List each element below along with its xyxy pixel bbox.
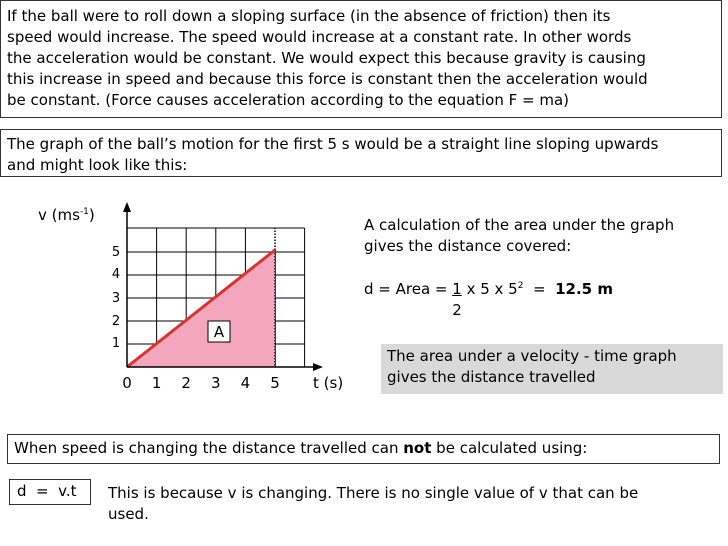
graph-intro-line: and might look like this:: [7, 156, 188, 174]
y-tick-label: 3: [111, 291, 121, 306]
area-result: 12.5 m: [555, 280, 613, 298]
velocity-time-graph: [0, 190, 380, 405]
x-tick-label: 4: [240, 374, 251, 392]
summary-line: gives the distance travelled: [387, 368, 596, 386]
series: [127, 250, 275, 367]
x-axis-label: t (s): [313, 374, 344, 392]
x-tick-label: 3: [211, 374, 221, 392]
calculation-text: [364, 215, 714, 257]
x-tick-label: 1: [151, 374, 162, 392]
intro-line: the acceleration would be constant. We would expect this because gravity is causing: [7, 49, 646, 67]
intro-line: be constant. (Force causes acceleration according to the equation F = ma): [7, 91, 570, 109]
summary-box: [381, 344, 723, 394]
changing-text-before: When speed is changing the distance travelled can: [14, 439, 404, 457]
y-tick-label: 2: [111, 314, 121, 329]
changing-speed-statement: [7, 434, 720, 464]
area-formula: [364, 279, 613, 321]
x-tick-label: 0: [122, 374, 132, 392]
summary-line: The area under a velocity - time graph: [387, 347, 677, 365]
formula-equals: =: [523, 280, 556, 298]
formula-middle: x 5 x 5: [461, 280, 518, 298]
graph-intro-paragraph: [0, 129, 722, 177]
graph-intro-line: The graph of the ball’s motion for the first 5 s would be a straight line sloping upwards: [7, 135, 659, 153]
calculation-line: gives the distance covered:: [364, 237, 572, 255]
reason-text: [108, 483, 718, 525]
fraction-denominator: 2: [452, 301, 462, 319]
region-label: A: [213, 323, 225, 341]
y-tick-label: 4: [111, 267, 121, 282]
fraction-numerator: 1: [452, 280, 462, 298]
intro-line: this increase in speed and because this force is constant then the acceleration would: [7, 70, 648, 88]
y-axis-arrow: [123, 202, 131, 212]
reason-line: used.: [108, 505, 149, 523]
distance-formula-box: [9, 479, 91, 505]
x-tick-label: 2: [181, 374, 191, 392]
intro-paragraph: [0, 0, 722, 118]
formula-exponent: 2: [517, 281, 524, 291]
changing-text-bold: not: [403, 439, 432, 457]
x-axis-arrow: [313, 363, 323, 371]
x-tick-label: 5: [270, 374, 280, 392]
intro-line: speed would increase. The speed would increase at a constant rate. In other words: [7, 28, 632, 46]
y-axis-label: v $(ms^{-1})$: [38, 206, 95, 224]
intro-line: If the ball were to roll down a sloping surface (in the absence of friction) then its: [7, 7, 611, 25]
reason-line: This is because v is changing. There is no single value of v that can be: [108, 484, 639, 502]
changing-text-after: be calculated using:: [431, 439, 588, 457]
one-half-fraction: [452, 279, 462, 321]
distance-formula: d = v.t: [17, 482, 77, 500]
y-tick-label: 5: [111, 245, 121, 260]
formula-prefix: d = Area =: [364, 280, 453, 298]
calculation-line: A calculation of the area under the graph: [364, 216, 675, 234]
y-tick-label: 1: [111, 336, 121, 351]
